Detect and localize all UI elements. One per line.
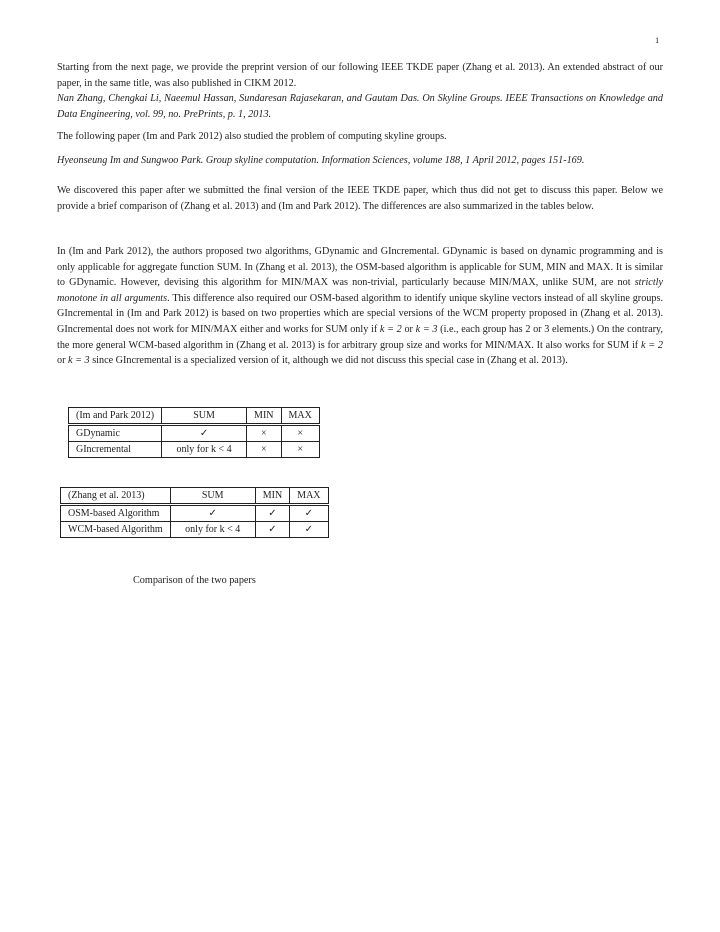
analysis-paragraph: In (Im and Park 2012), the authors proposed two algorithms, GDynamic and GIncremental. GDynamic is based on dynamic programming and is only applicable for aggregate function SUM. In (Zhang et al. 2013), the OSM-based algorithm is applicable for SUM, MIN and MAX. It is similar to GDynamic. However, devising this algorithm for MIN/MAX was non-trivial, particularly because MIN/MAX, unlike SUM, are not strictly monotone in all arguments. This difference also required our OSM-based algorithm to identify unique skyline vectors instead of all skyline groups. GIncremental in (Im and Park 2012) is based on two properties which are special versions of the WCM property proposed in (Zhang et al. 2013). GIncremental does not work for MIN/MAX either and works for SUM only if k = 2 or k = 3 (i.e., each group has 2 or 3 elements.) On the contrary, the more general WCM-based algorithm in (Zhang et al. 2013) is for arbitrary group size and works for MIN/MAX. It also works for SUM if k = 2 or k = 3 since GIncremental is a specialized version of it, although we did not discuss this special case in (Zhang et al. 2013). — [57, 246, 663, 367]
related-section — [57, 129, 663, 168]
table-header-row — [61, 488, 329, 505]
table-cell: ✓ — [162, 425, 247, 442]
table-cell: WCM-based Algorithm — [61, 522, 171, 538]
table-header-cell: MIN — [255, 488, 289, 505]
table-row — [61, 522, 329, 538]
page-number: 1 — [655, 35, 660, 45]
table-cell: GIncremental — [69, 442, 162, 458]
table-header-cell: SUM — [162, 408, 247, 425]
table-cell: × — [281, 442, 319, 458]
table-header-row — [69, 408, 320, 425]
related-citation: Hyeonseung Im and Sungwoo Park. Group skyline computation. Information Sciences, volume 188, 1 April 2012, pages 151-169. — [57, 154, 585, 166]
paper-citation: Nan Zhang, Chengkai Li, Naeemul Hassan, Sundaresan Rajasekaran, and Gautam Das. On Skyline Groups. IEEE Transactions on Knowledge and Data Engineering, vol. 99, no. PrePrints, p. 1, 2013. — [57, 93, 663, 120]
table-cell: ✓ — [290, 505, 328, 522]
table-row — [69, 442, 320, 458]
table-header-cell: MIN — [247, 408, 281, 425]
table-row — [69, 425, 320, 442]
emphasis-text: strictly monotone in all arguments — [57, 277, 663, 304]
table-cell: only for k < 4 — [170, 522, 255, 538]
table-cell: ✓ — [255, 522, 289, 538]
comparison-table-zhang — [60, 487, 329, 538]
related-text: The following paper (Im and Park 2012) also studied the problem of computing skyline groups. — [57, 131, 447, 142]
intro-text: Starting from the next page, we provide the preprint version of our following IEEE TKDE paper (Zhang et al. 2013). An extended abstract of our paper, in the same title, was also published in CIKM 2012. — [57, 62, 663, 89]
table-cell: × — [247, 442, 281, 458]
table-cell: only for k < 4 — [162, 442, 247, 458]
comparison-table-im-park — [68, 407, 320, 458]
table-row — [61, 505, 329, 522]
table-cell: ✓ — [255, 505, 289, 522]
table-header-cell: MAX — [281, 408, 319, 425]
discovery-paragraph: We discovered this paper after we submitted the final version of the IEEE TKDE paper, which thus did not get to discuss this paper. Below we provide a brief comparison of (Zhang et al. 2013) and (Im and Park 2012). The differences are also summarized in the tables below. — [57, 185, 663, 212]
table-cell: × — [281, 425, 319, 442]
table-header-cell: (Zhang et al. 2013) — [61, 488, 171, 505]
intro-section — [57, 60, 663, 122]
table-caption: Comparison of the two papers — [133, 575, 256, 586]
table-cell: GDynamic — [69, 425, 162, 442]
table-header-cell: MAX — [290, 488, 328, 505]
table-cell: × — [247, 425, 281, 442]
table-cell: ✓ — [290, 522, 328, 538]
table-header-cell: SUM — [170, 488, 255, 505]
table-cell: ✓ — [170, 505, 255, 522]
table-cell: OSM-based Algorithm — [61, 505, 171, 522]
table-header-cell: (Im and Park 2012) — [69, 408, 162, 425]
